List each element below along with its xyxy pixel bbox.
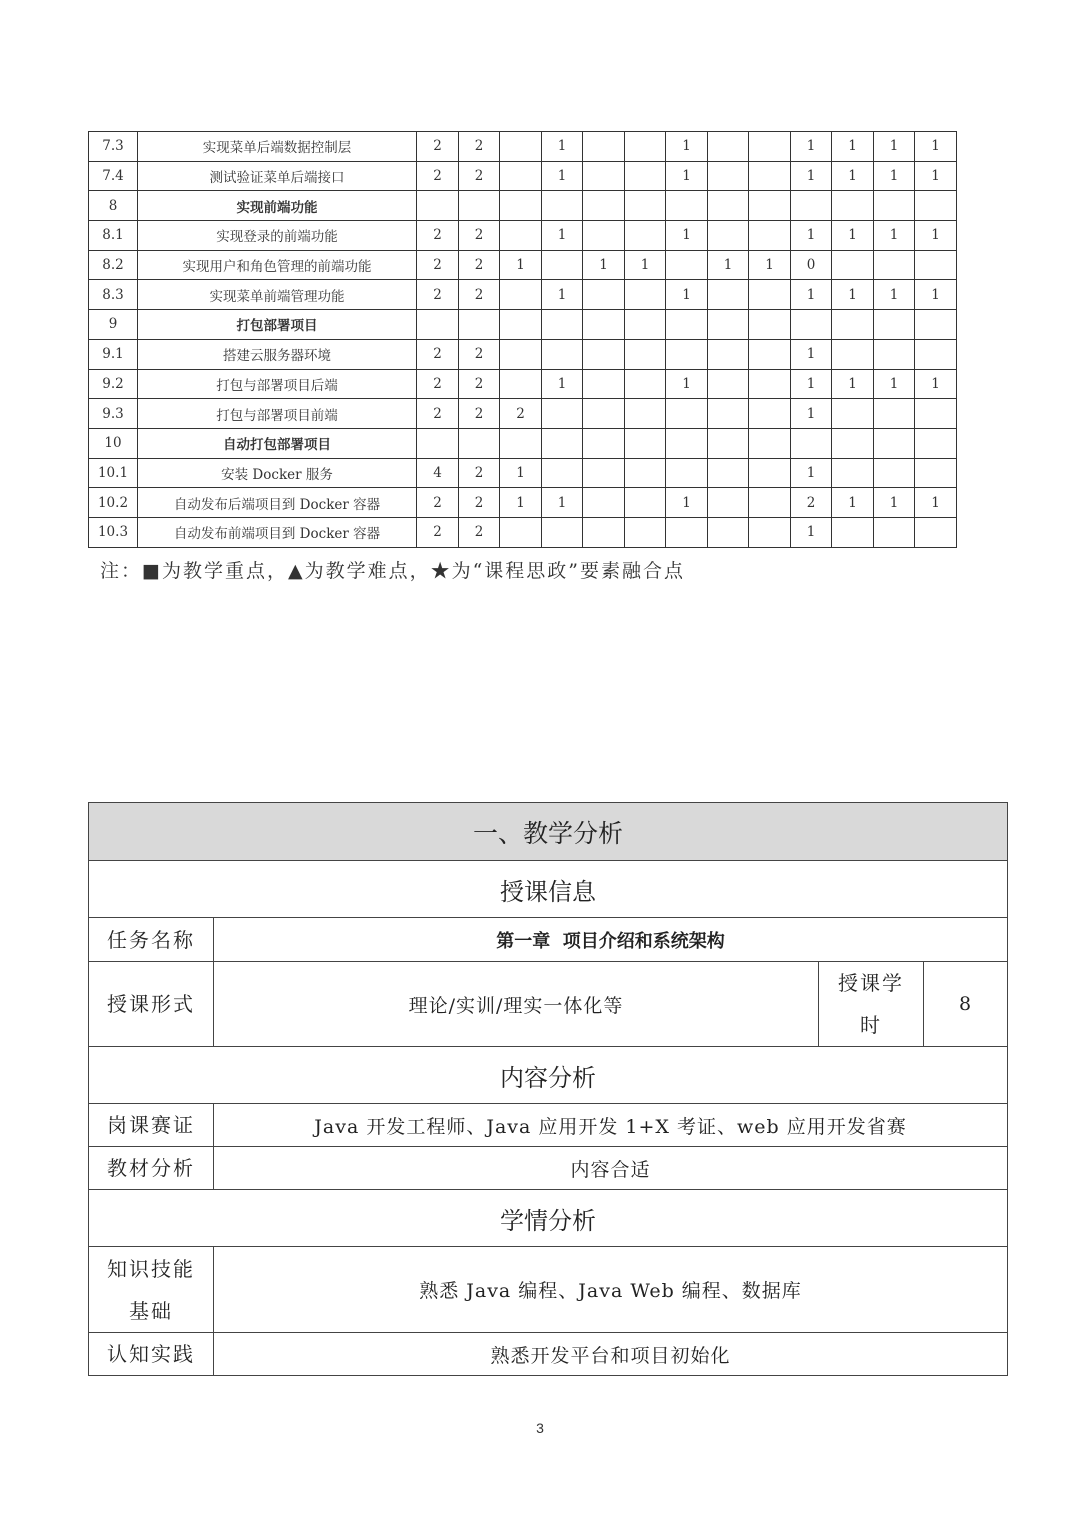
- row-number: 8.2: [89, 250, 138, 280]
- table-cell: 1: [542, 132, 583, 162]
- table-cell: [708, 458, 749, 488]
- table-cell: [542, 339, 583, 369]
- table-cell: [583, 369, 625, 399]
- course-info-heading: 授课信息: [89, 861, 1008, 918]
- table-cell: [500, 132, 542, 162]
- table-cell: [542, 428, 583, 458]
- table-cell: 1: [791, 132, 832, 162]
- table-cell: 1: [791, 161, 832, 191]
- table-cell: [500, 310, 542, 340]
- table-cell: [583, 310, 625, 340]
- table-cell: [417, 310, 459, 340]
- row-number: 8.3: [89, 280, 138, 310]
- table-cell: [749, 399, 791, 429]
- table-cell: [625, 428, 666, 458]
- table-cell: [874, 310, 915, 340]
- table-cell: 0: [791, 250, 832, 280]
- hours-label: [819, 962, 924, 1047]
- table-cell: [874, 517, 915, 547]
- table-cell: [542, 399, 583, 429]
- task-title: 搭建云服务器环境: [138, 339, 417, 369]
- table-cell: 2: [417, 132, 459, 162]
- task-title: 测试验证菜单后端接口: [138, 161, 417, 191]
- table-cell: [749, 191, 791, 221]
- table-cell: [874, 191, 915, 221]
- table-cell: 1: [791, 399, 832, 429]
- table-cell: 2: [417, 221, 459, 251]
- task-title: 打包与部署项目前端: [138, 399, 417, 429]
- table-cell: [500, 221, 542, 251]
- table-cell: [625, 339, 666, 369]
- table-cell: [583, 488, 625, 518]
- table-cell: [625, 458, 666, 488]
- table-cell: 1: [791, 221, 832, 251]
- task-title: 打包部署项目: [138, 310, 417, 340]
- table-cell: 1: [791, 369, 832, 399]
- table-row: [89, 250, 957, 280]
- table-cell: [874, 399, 915, 429]
- task-title: 实现菜单后端数据控制层: [138, 132, 417, 162]
- task-title: 安装 Docker 服务: [138, 458, 417, 488]
- task-title: 自动发布前端项目到 Docker 容器: [138, 517, 417, 547]
- table-cell: [625, 132, 666, 162]
- row-number: 9: [89, 310, 138, 340]
- table-cell: [832, 458, 874, 488]
- schedule-table: [88, 131, 957, 548]
- table-cell: 1: [915, 221, 957, 251]
- table-cell: [459, 310, 500, 340]
- task-title: 实现用户和角色管理的前端功能: [138, 250, 417, 280]
- table-cell: [708, 191, 749, 221]
- table-cell: [417, 428, 459, 458]
- table-cell: 1: [874, 369, 915, 399]
- table-cell: 1: [915, 369, 957, 399]
- table-row: [89, 191, 957, 221]
- table-cell: 2: [500, 399, 542, 429]
- table-cell: [625, 399, 666, 429]
- table-cell: 1: [791, 458, 832, 488]
- table-row: [89, 369, 957, 399]
- table-cell: [749, 310, 791, 340]
- table-cell: [791, 428, 832, 458]
- table-cell: 1: [915, 488, 957, 518]
- table-cell: 1: [542, 488, 583, 518]
- hours-label-line1: 授课学: [838, 971, 904, 995]
- cognition-label: 认知实践: [89, 1333, 214, 1376]
- table-cell: 1: [666, 161, 708, 191]
- table-cell: [874, 339, 915, 369]
- table-cell: [749, 428, 791, 458]
- table-cell: [915, 310, 957, 340]
- table-row: [89, 458, 957, 488]
- row-number: 8: [89, 191, 138, 221]
- table-cell: [749, 132, 791, 162]
- teaching-analysis-table: [88, 802, 1008, 1376]
- table-cell: [500, 161, 542, 191]
- table-row: [89, 221, 957, 251]
- table-cell: [625, 221, 666, 251]
- table-row: [89, 488, 957, 518]
- task-title: 自动发布后端项目到 Docker 容器: [138, 488, 417, 518]
- table-cell: [874, 428, 915, 458]
- table-cell: 1: [708, 250, 749, 280]
- table-row: [89, 399, 957, 429]
- table-cell: 2: [417, 488, 459, 518]
- table-cell: [708, 132, 749, 162]
- row-number: 7.3: [89, 132, 138, 162]
- table-cell: [791, 310, 832, 340]
- table-cell: [500, 517, 542, 547]
- task-title: 实现菜单前端管理功能: [138, 280, 417, 310]
- table-cell: [459, 191, 500, 221]
- table-cell: [708, 517, 749, 547]
- table-cell: [583, 339, 625, 369]
- table-cell: 1: [666, 221, 708, 251]
- table-cell: 1: [542, 161, 583, 191]
- table-cell: 2: [459, 250, 500, 280]
- table-row: [89, 310, 957, 340]
- table-cell: 1: [791, 517, 832, 547]
- table-cell: 2: [417, 399, 459, 429]
- table-cell: 1: [500, 488, 542, 518]
- table-cell: [666, 458, 708, 488]
- skill-label: [89, 1247, 214, 1333]
- table-cell: 1: [791, 280, 832, 310]
- row-number: 10.3: [89, 517, 138, 547]
- task-name-label: 任务名称: [89, 918, 214, 962]
- row-number: 7.4: [89, 161, 138, 191]
- table-cell: [915, 428, 957, 458]
- table-cell: 1: [874, 132, 915, 162]
- table-cell: [542, 191, 583, 221]
- table-cell: 1: [542, 221, 583, 251]
- skill-value: 熟悉 Java 编程、Java Web 编程、数据库: [214, 1247, 1008, 1333]
- table-cell: [749, 161, 791, 191]
- table-cell: 1: [874, 161, 915, 191]
- table-cell: 2: [459, 458, 500, 488]
- table-cell: [666, 310, 708, 340]
- table-cell: [583, 191, 625, 221]
- form-value: 理论/实训/理实一体化等: [214, 962, 819, 1047]
- table-cell: 2: [459, 221, 500, 251]
- table-cell: 1: [666, 280, 708, 310]
- table-cell: [583, 399, 625, 429]
- table-cell: 1: [791, 339, 832, 369]
- table-row: [89, 280, 957, 310]
- table-cell: [583, 517, 625, 547]
- table-row: [89, 339, 957, 369]
- table-cell: [500, 428, 542, 458]
- table-cell: 2: [417, 161, 459, 191]
- table-cell: 1: [915, 280, 957, 310]
- table-cell: [625, 310, 666, 340]
- table-cell: [749, 280, 791, 310]
- table-cell: 1: [666, 488, 708, 518]
- table-cell: 1: [832, 280, 874, 310]
- table-row: [89, 428, 957, 458]
- table-cell: 4: [417, 458, 459, 488]
- table-cell: 2: [459, 399, 500, 429]
- table-cell: [666, 250, 708, 280]
- table-cell: 2: [459, 132, 500, 162]
- table-cell: [417, 191, 459, 221]
- table-cell: [583, 280, 625, 310]
- table-cell: [625, 369, 666, 399]
- table-cell: [542, 310, 583, 340]
- table-cell: [708, 399, 749, 429]
- table-cell: [832, 428, 874, 458]
- table-cell: [708, 488, 749, 518]
- cognition-value: 熟悉开发平台和项目初始化: [214, 1333, 1008, 1376]
- table-cell: [915, 250, 957, 280]
- table-cell: [708, 369, 749, 399]
- table-cell: [832, 191, 874, 221]
- table-cell: [832, 399, 874, 429]
- task-title: 打包与部署项目后端: [138, 369, 417, 399]
- content-analysis-heading: 内容分析: [89, 1047, 1008, 1104]
- table-row: [89, 132, 957, 162]
- table-cell: 1: [832, 488, 874, 518]
- table-cell: [500, 280, 542, 310]
- table-cell: [666, 428, 708, 458]
- table-cell: 1: [583, 250, 625, 280]
- table-cell: [459, 428, 500, 458]
- page-number: 3: [536, 1420, 544, 1436]
- table-cell: 2: [459, 339, 500, 369]
- table-cell: [915, 399, 957, 429]
- table-cell: [542, 458, 583, 488]
- table-cell: [500, 369, 542, 399]
- table-cell: 2: [459, 280, 500, 310]
- table-cell: [708, 161, 749, 191]
- table-cell: [708, 339, 749, 369]
- table-cell: 1: [832, 161, 874, 191]
- table-cell: [583, 132, 625, 162]
- table-cell: [874, 458, 915, 488]
- table-cell: 2: [791, 488, 832, 518]
- table-cell: [666, 339, 708, 369]
- skill-label-line2: 基础: [129, 1298, 173, 1323]
- table-cell: [542, 250, 583, 280]
- table-cell: [625, 191, 666, 221]
- table-cell: [708, 310, 749, 340]
- hours-label-line2: 时: [860, 1013, 882, 1037]
- row-number: 10: [89, 428, 138, 458]
- table-cell: [749, 339, 791, 369]
- table-cell: [500, 339, 542, 369]
- table-cell: [749, 369, 791, 399]
- table-cell: [915, 517, 957, 547]
- table-cell: 1: [915, 132, 957, 162]
- textbook-value: 内容合适: [214, 1147, 1008, 1190]
- table-cell: [791, 191, 832, 221]
- cert-value: Java 开发工程师、Java 应用开发 1+X 考证、web 应用开发省赛: [214, 1104, 1008, 1147]
- table-cell: [874, 250, 915, 280]
- table-cell: 1: [666, 369, 708, 399]
- task-title: 实现登录的前端功能: [138, 221, 417, 251]
- table-cell: 1: [832, 132, 874, 162]
- table-cell: [832, 310, 874, 340]
- learner-analysis-heading: 学情分析: [89, 1190, 1008, 1247]
- legend-note: 注：■为教学重点，▲为教学难点，★为“课程思政”要素融合点: [100, 560, 685, 582]
- table-row: [89, 161, 957, 191]
- task-title: 自动打包部署项目: [138, 428, 417, 458]
- table-cell: 2: [417, 517, 459, 547]
- table-cell: 2: [459, 369, 500, 399]
- table-row: [89, 517, 957, 547]
- table-cell: [542, 517, 583, 547]
- hours-value: 8: [924, 962, 1008, 1047]
- table-cell: [749, 458, 791, 488]
- table-cell: 1: [542, 369, 583, 399]
- skill-label-line1: 知识技能: [107, 1256, 195, 1281]
- section-title: 一、教学分析: [89, 803, 1008, 861]
- table-cell: 1: [832, 221, 874, 251]
- table-cell: [915, 339, 957, 369]
- table-cell: [666, 399, 708, 429]
- row-number: 8.1: [89, 221, 138, 251]
- table-cell: [625, 280, 666, 310]
- table-cell: [708, 428, 749, 458]
- table-cell: 2: [417, 339, 459, 369]
- task-name-value: 第一章 项目介绍和系统架构: [214, 918, 1008, 962]
- table-cell: [832, 250, 874, 280]
- table-cell: [832, 339, 874, 369]
- table-cell: 1: [749, 250, 791, 280]
- table-cell: [832, 517, 874, 547]
- table-cell: [749, 488, 791, 518]
- row-number: 10.1: [89, 458, 138, 488]
- table-cell: 1: [666, 132, 708, 162]
- table-cell: [583, 221, 625, 251]
- table-cell: [915, 458, 957, 488]
- cert-label: 岗课赛证: [89, 1104, 214, 1147]
- table-cell: 2: [459, 161, 500, 191]
- row-number: 9.3: [89, 399, 138, 429]
- table-cell: [666, 517, 708, 547]
- table-cell: 2: [459, 517, 500, 547]
- table-cell: [583, 458, 625, 488]
- table-cell: [500, 191, 542, 221]
- table-cell: 1: [542, 280, 583, 310]
- table-cell: 1: [500, 250, 542, 280]
- row-number: 10.2: [89, 488, 138, 518]
- table-cell: 1: [500, 458, 542, 488]
- table-cell: [749, 221, 791, 251]
- table-cell: 1: [874, 488, 915, 518]
- table-cell: 2: [417, 250, 459, 280]
- row-number: 9.1: [89, 339, 138, 369]
- table-cell: 1: [874, 221, 915, 251]
- table-cell: [583, 161, 625, 191]
- textbook-label: 教材分析: [89, 1147, 214, 1190]
- table-cell: 1: [625, 250, 666, 280]
- table-cell: 1: [915, 161, 957, 191]
- table-cell: [625, 161, 666, 191]
- table-cell: [915, 191, 957, 221]
- table-cell: 1: [874, 280, 915, 310]
- table-cell: [708, 280, 749, 310]
- table-cell: [749, 517, 791, 547]
- row-number: 9.2: [89, 369, 138, 399]
- table-cell: [625, 517, 666, 547]
- table-cell: [625, 488, 666, 518]
- table-cell: 2: [459, 488, 500, 518]
- table-cell: 2: [417, 369, 459, 399]
- form-label: 授课形式: [89, 962, 214, 1047]
- table-cell: 2: [417, 280, 459, 310]
- task-title: 实现前端功能: [138, 191, 417, 221]
- table-cell: [708, 221, 749, 251]
- table-cell: [666, 191, 708, 221]
- table-cell: 1: [832, 369, 874, 399]
- table-cell: [583, 428, 625, 458]
